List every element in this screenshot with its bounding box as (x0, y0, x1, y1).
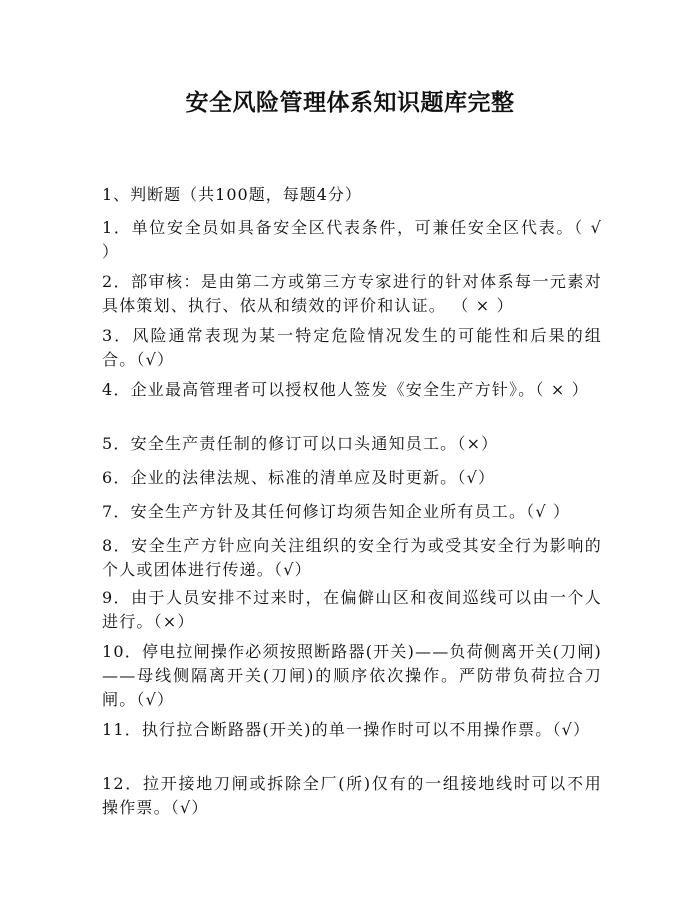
question-item: 3．风险通常表现为某一特定危险情况发生的可能性和后果的组合。（√） (102, 326, 602, 369)
question-item: 7．安全生产方针及其任何修订均须告知企业所有员工。（√ ） (102, 502, 571, 521)
question-item: 5．安全生产责任制的修订可以口头通知员工。（×） (102, 434, 499, 453)
question-item: 4．企业最高管理者可以授权他人签发《安全生产方针》。（ × ） (102, 380, 589, 399)
question-item: 8．安全生产方针应向关注组织的安全行为或受其安全行为影响的个人或团体进行传递。（√） (102, 536, 602, 579)
question-item: 1．单位安全员如具备安全区代表条件，可兼任安全区代表。（ √ ） (102, 218, 602, 261)
page-title: 安全风险管理体系知识题库完整 (185, 90, 515, 116)
question-item: 9．由于人员安排不过来时，在偏僻山区和夜间巡线可以由一个人进行。（×） (102, 588, 602, 631)
section-header: 1、判断题（共100题，每题4分） (102, 185, 362, 204)
question-item: 2．部审核：是由第二方或第三方专家进行的针对体系每一元素对具体策划、执行、依从和绩效的评价和认证。 （ × ） (102, 272, 602, 315)
question-item: 11．执行拉合断路器(开关)的单一操作时可以不用操作票。（√） (102, 720, 591, 739)
question-item: 6．企业的法律法规、标准的清单应及时更新。（√） (102, 468, 496, 487)
question-item: 10．停电拉闸操作必须按照断路器(开关)——负荷侧离开关(刀闸)——母线侧隔离开关(刀闸)的顺序依次操作。严防带负荷拉合刀闸。（√） (102, 642, 602, 709)
question-item: 12．拉开接地刀闸或拆除全厂(所)仅有的一组接地线时可以不用操作票。（√） (102, 774, 602, 817)
